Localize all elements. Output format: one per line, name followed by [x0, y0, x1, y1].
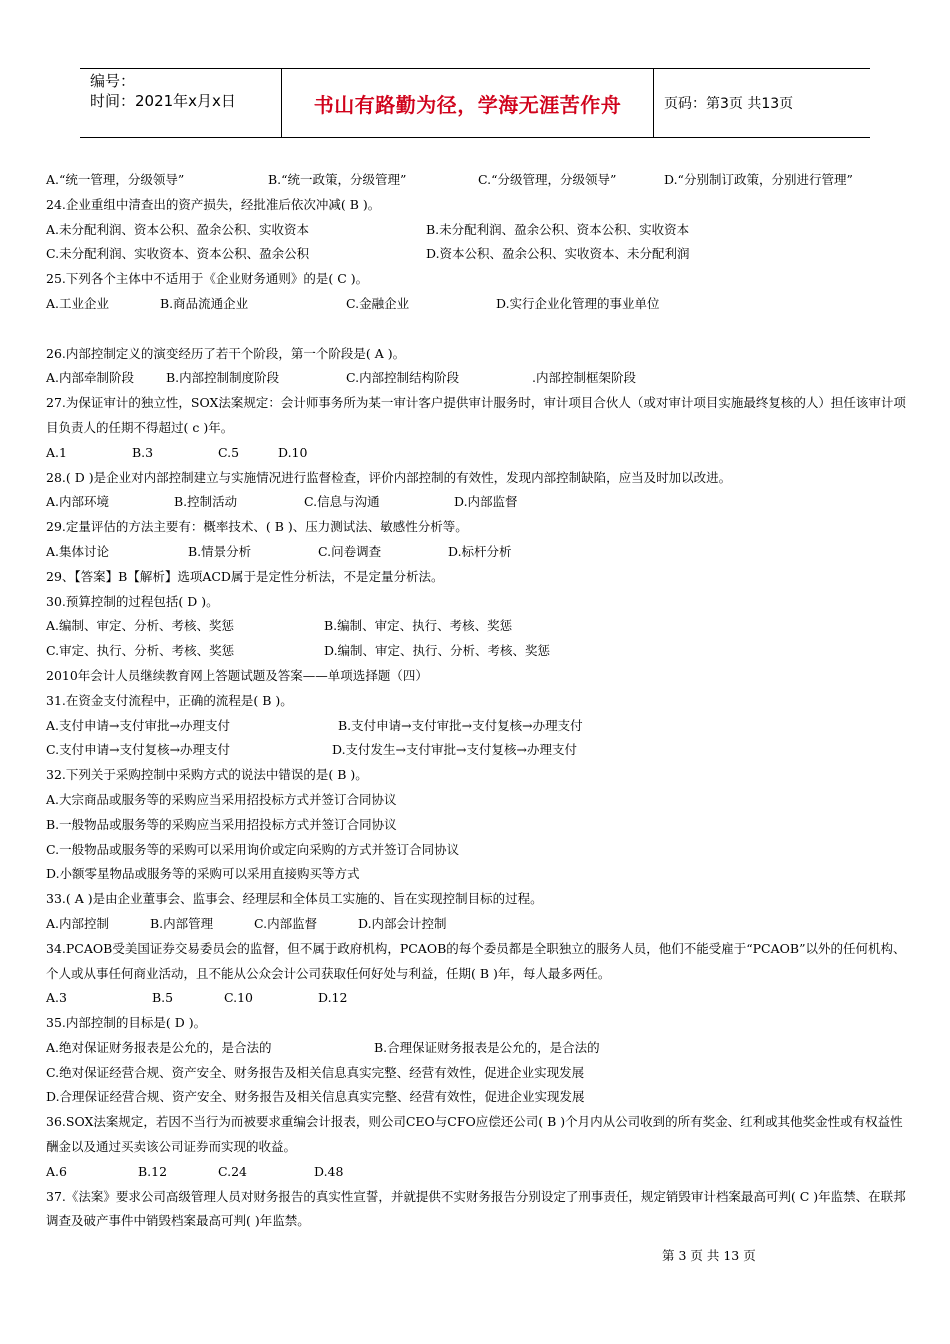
answer-option: D.内部监督: [454, 494, 518, 510]
answer-option: A.内部控制: [46, 915, 110, 931]
answer-option: C.信息与沟通: [304, 494, 380, 510]
answer-option: B.未分配利润、盈余公积、资本公积、实收资本: [426, 221, 690, 237]
answer-option: A.支付申请→支付审批→办理支付: [46, 717, 230, 733]
answer-option: A.“统一管理，分级领导”: [46, 172, 185, 187]
option-row: [46, 242, 906, 267]
answer-option: B.12: [138, 1163, 168, 1179]
answer-option: A.内部环境: [46, 494, 110, 510]
question-line: C.一般物品或服务等的采购可以采用询价或定向采购的方式并签订合同协议: [46, 841, 460, 857]
answer-option: C.24: [218, 1163, 247, 1179]
answer-option: C.5: [218, 444, 240, 460]
question-line: 26.内部控制定义的演变经历了若干个阶段，第一个阶段是( A )。: [46, 345, 406, 361]
question-line: A.大宗商品或服务等的采购应当采用招投标方式并签订合同协议: [46, 791, 397, 807]
answer-option: D.编制、审定、执行、分析、考核、奖惩: [324, 643, 551, 659]
answer-option: C.问卷调查: [318, 543, 382, 559]
answer-option: D.12: [318, 990, 348, 1006]
option-row: [46, 614, 906, 639]
option-row: [46, 1036, 906, 1061]
answer-option: A.1: [46, 444, 67, 460]
answer-option: A.6: [46, 1163, 67, 1179]
question-line: 37.《法案》要求公司高级管理人员对财务报告的真实性宣誓，并就提供不实财务报告分别设定了刑事责任，规定销毁审计档案最高可判( C )年监禁、在联邦调查及破产事件中销毁档案最高可判( )年监禁。: [46, 1188, 906, 1229]
question-line: 33.( A )是由企业董事会、监事会、经理层和全体员工实施的、旨在实现控制目标的过程。: [46, 891, 543, 907]
answer-option: C.内部监督: [254, 915, 318, 931]
answer-option: A.编制、审定、分析、考核、奖惩: [46, 618, 235, 634]
answer-option: B.3: [132, 444, 154, 460]
answer-option: C.内部控制结构阶段: [346, 370, 460, 386]
option-row: [46, 639, 906, 664]
answer-option: D.“分别制订政策，分别进行管理”: [664, 172, 853, 187]
answer-option: A.内部牵制阶段: [46, 370, 135, 386]
answer-option: D.实行企业化管理的事业单位: [496, 295, 660, 311]
answer-option: B.“统一政策，分级管理”: [268, 172, 407, 187]
question-line: 35.内部控制的目标是( D )。: [46, 1015, 207, 1031]
answer-option: A.工业企业: [46, 295, 110, 311]
answer-option: A.未分配利润、资本公积、盈余公积、实收资本: [46, 221, 310, 237]
answer-option: C.审定、执行、分析、考核、奖惩: [46, 643, 235, 659]
question-line: 28.( D )是企业对内部控制建立与实施情况进行监督检查，评价内部控制的有效性，发现内部控制缺陷，应当及时加以改进。: [46, 469, 732, 485]
question-line: 29.定量评估的方法主要有：概率技术、( B )、压力测试法、敏感性分析等。: [46, 519, 468, 535]
answer-option: D.资本公积、盈余公积、实收资本、未分配利润: [426, 246, 690, 262]
question-line: 34.PCAOB受美国证券交易委员会的监督，但不属于政府机构，PCAOB的每个委员都是全职独立的服务人员，他们不能受雇于“PCAOB”以外的任何机构、个人或从事任何商业活动，且不能从公众会计公司获取任何好处与利益，任期( B )年，每人最多两任。: [46, 940, 906, 981]
option-row: [46, 292, 906, 317]
question-line: 32.下列关于采购控制中采购方式的说法中错误的是( B )。: [46, 767, 368, 783]
question-line: 27.为保证审计的独立性，SOX法案规定：会计师事务所为某一审计客户提供审计服务时，审计项目合伙人（或对审计项目实施最终复核的人）担任该审计项目负责人的任期不得超过( c )年。: [46, 395, 906, 435]
option-row: [46, 218, 906, 243]
option-row: [46, 168, 906, 193]
answer-option: A.绝对保证财务报表是公允的，是合法的: [46, 1039, 272, 1055]
option-row: [46, 738, 906, 763]
answer-option: D.48: [314, 1163, 344, 1179]
answer-option: B.支付申请→支付审批→支付复核→办理支付: [338, 717, 583, 733]
question-line: D.小额零星物品或服务等的采购可以采用直接购买等方式: [46, 866, 360, 882]
option-row: [46, 986, 906, 1011]
answer-option: D.内部会计控制: [358, 915, 447, 931]
number-label: 编号：: [90, 72, 136, 90]
answer-option: A.3: [46, 990, 67, 1006]
answer-option: D.标杆分析: [448, 543, 512, 559]
option-row: [46, 441, 906, 466]
time-label: 时间：2021年x月x日: [90, 92, 236, 110]
answer-option: B.控制活动: [174, 494, 238, 510]
answer-option: A.集体讨论: [46, 543, 110, 559]
question-line: C.绝对保证经营合规、资产安全、财务报告及相关信息真实完整、经营有效性，促进企业实现发展: [46, 1064, 585, 1080]
answer-option: B.内部管理: [150, 915, 214, 931]
option-row: [46, 1160, 906, 1185]
answer-option: D.10: [278, 444, 308, 460]
question-line: 29、【答案】B【解析】选项ACD属于是定性分析法，不是定量分析法。: [46, 568, 444, 584]
question-line: 30.预算控制的过程包括( D )。: [46, 593, 219, 609]
answer-option: B.合理保证财务报表是公允的，是合法的: [374, 1039, 600, 1055]
blank-line: [46, 317, 906, 342]
question-line: 36.SOX法案规定，若因不当行为而被要求重编会计报表，则公司CEO与CFO应偿还公司( B )个月内从公司收到的所有奖金、红利或其他奖金性或有权益性酬金以及通过买卖该公司证券而实现的收益。: [46, 1114, 903, 1155]
answer-option: C.支付申请→支付复核→办理支付: [46, 742, 231, 758]
option-row: [46, 714, 906, 739]
option-row: [46, 912, 906, 937]
answer-option: B.5: [152, 990, 174, 1006]
question-line: 2010年会计人员继续教育网上答题试题及答案——单项选择题（四）: [46, 667, 428, 683]
question-line: D.合理保证经营合规、资产安全、财务报告及相关信息真实完整、经营有效性，促进企业实现发展: [46, 1089, 585, 1105]
page-footer: 第 3 页 共 13 页: [662, 1248, 756, 1263]
option-row: [46, 540, 906, 565]
answer-option: C.金融企业: [346, 295, 410, 311]
option-row: [46, 490, 906, 515]
answer-option: B.内部控制制度阶段: [166, 370, 280, 386]
answer-option: C.10: [224, 990, 253, 1006]
answer-option: D.支付发生→支付审批→支付复核→办理支付: [332, 742, 577, 758]
answer-option: .内部控制框架阶段: [532, 370, 636, 386]
answer-option: C.未分配利润、实收资本、资本公积、盈余公积: [46, 246, 310, 262]
header-motto: 书山有路勤为径，学海无涯苦作舟: [282, 69, 654, 137]
answer-option: B.编制、审定、执行、考核、奖惩: [324, 618, 513, 634]
question-line: 25.下列各个主体中不适用于《企业财务通则》的是( C )。: [46, 271, 369, 287]
question-line: B.一般物品或服务等的采购应当采用招投标方式并签订合同协议: [46, 816, 397, 832]
answer-option: B.情景分析: [188, 543, 252, 559]
answer-option: C.“分级管理，分级领导”: [478, 172, 617, 187]
question-line: 24.企业重组中清查出的资产损失，经批准后依次冲减( B )。: [46, 196, 381, 212]
page-header: [80, 68, 870, 138]
question-list: [46, 168, 906, 1234]
question-line: 31.在资金支付流程中，正确的流程是( B )。: [46, 692, 293, 708]
header-meta: [80, 69, 282, 137]
option-row: [46, 366, 906, 391]
answer-option: B.商品流通企业: [160, 295, 249, 311]
header-page-info: 页码：第3页 共13页: [664, 96, 794, 112]
